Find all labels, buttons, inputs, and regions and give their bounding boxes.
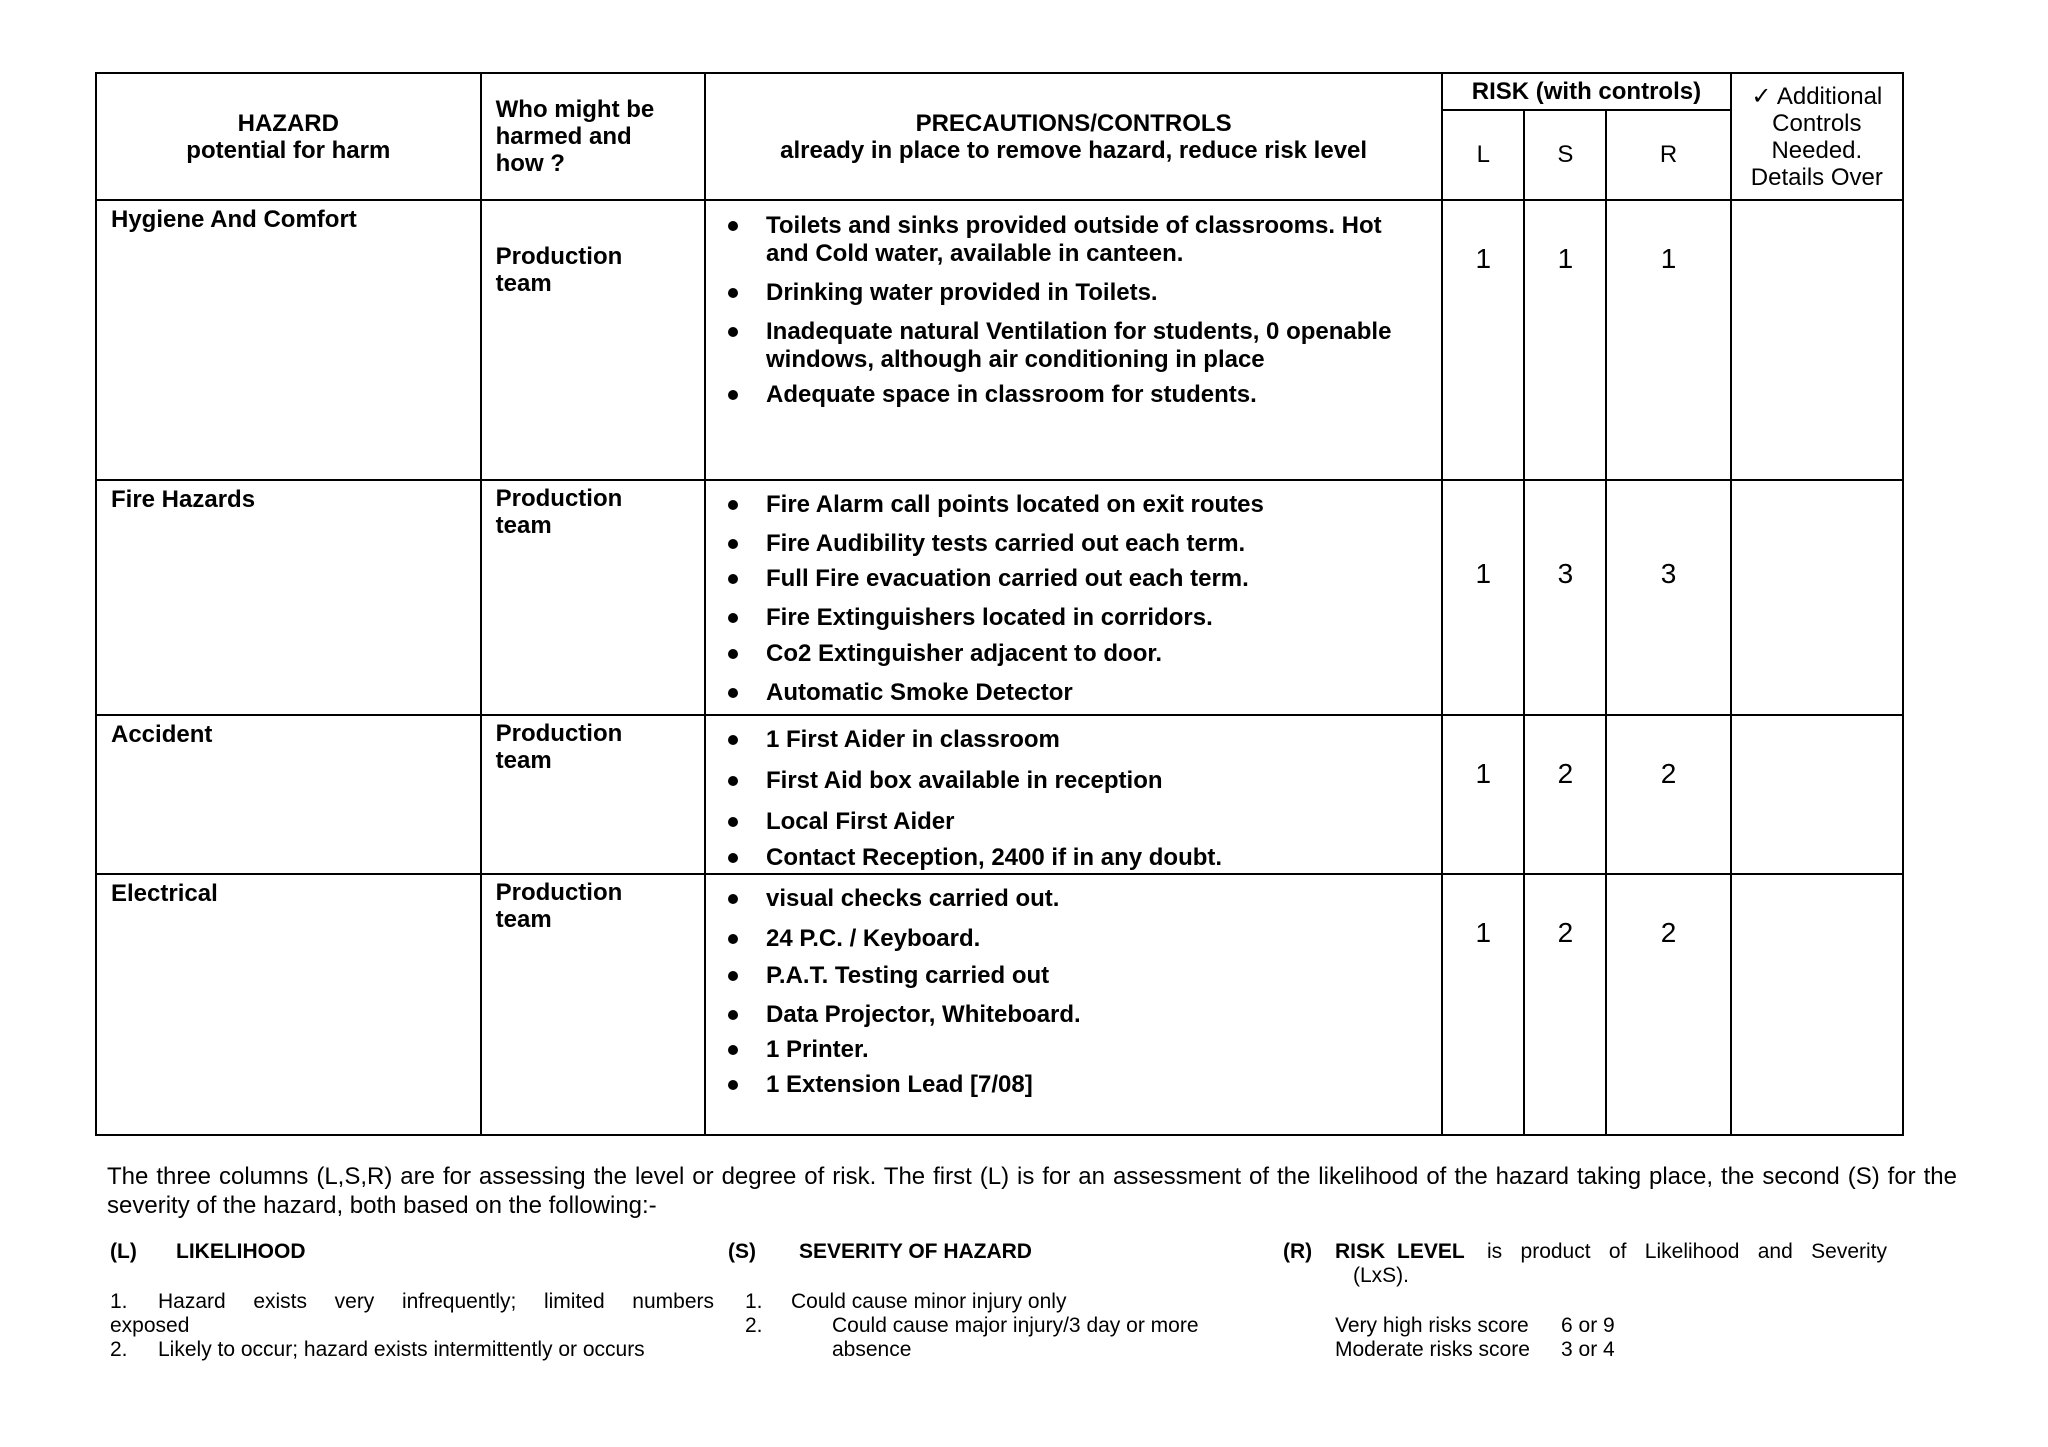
hazard-header-line1: HAZARD — [237, 109, 339, 137]
precaution-text: Fire Extinguishers located in corridors. — [765, 604, 1213, 631]
who-line1: Production — [495, 243, 623, 270]
list-item — [766, 381, 1411, 409]
very-high-risk-value: 6 or 9 — [1561, 1314, 1615, 1337]
bullet-icon — [728, 853, 738, 863]
explanation-paragraph: The three columns (L,S,R) are for assessing the level or degree of risk. The first (L) is for an assessment of the likelihood of the hazard taking place, the second (S) for the severity of the hazard, both based on the following:- — [107, 1163, 1957, 1219]
likelihood-item1-num: 1. — [110, 1290, 128, 1313]
list-item — [766, 530, 1411, 558]
bullet-icon — [728, 894, 738, 904]
precaution-text: Adequate space in classroom for students. — [765, 381, 1257, 408]
bullet-icon — [728, 288, 738, 298]
table-row — [96, 874, 1903, 1135]
bullet-icon — [728, 574, 738, 584]
who-cell — [481, 874, 705, 1135]
precautions-list — [706, 716, 1441, 872]
bullet-icon — [728, 539, 738, 549]
precaution-text: P.A.T. Testing carried out — [765, 962, 1050, 989]
moderate-risk-label: Moderate risks score — [1335, 1338, 1530, 1361]
severity-value: 2 — [1524, 715, 1606, 874]
bullet-icon — [728, 613, 738, 623]
table-row — [96, 715, 1903, 874]
likelihood-tag: (L) — [110, 1240, 137, 1263]
precautions-header-line2: already in place to remove hazard, reduce risk level — [780, 136, 1368, 164]
likelihood-value: 1 — [1442, 200, 1524, 480]
bullet-icon — [728, 500, 738, 510]
risk-tag: (R) — [1283, 1240, 1313, 1263]
likelihood-title: LIKELIHOOD — [176, 1240, 306, 1263]
hazard-header-line2: potential for harm — [186, 136, 391, 164]
additional-controls-header — [1731, 73, 1903, 200]
who-line2: team — [495, 747, 552, 774]
precaution-text: visual checks carried out. — [765, 885, 1060, 912]
severity-item1-num: 1. — [745, 1290, 763, 1313]
precautions-cell — [705, 715, 1442, 874]
list-item — [766, 925, 1411, 953]
moderate-risk-value: 3 or 4 — [1561, 1338, 1615, 1361]
precaution-text: First Aid box available in reception — [765, 767, 1163, 794]
likelihood-item1-text-b: exposed — [110, 1314, 190, 1337]
risk-desc-b: (LxS). — [1353, 1264, 1410, 1287]
precautions-cell — [705, 480, 1442, 715]
list-item — [766, 565, 1411, 593]
risk-value: 2 — [1606, 874, 1730, 1135]
table-row — [96, 480, 1903, 715]
hazard-cell: Hygiene And Comfort — [96, 200, 481, 480]
who-cell — [481, 715, 705, 874]
precautions-list — [706, 875, 1441, 1099]
bullet-icon — [728, 934, 738, 944]
additional-header-line4: Details Over — [1750, 163, 1883, 191]
precautions-header — [705, 73, 1442, 200]
precaution-text: 1 Printer. — [765, 1036, 869, 1063]
precaution-text: 24 P.C. / Keyboard. — [765, 925, 981, 952]
hazard-cell: Fire Hazards — [96, 480, 481, 715]
precaution-text: Co2 Extinguisher adjacent to door. — [765, 640, 1163, 667]
precaution-text: Local First Aider — [765, 808, 955, 835]
additional-controls-cell — [1731, 715, 1903, 874]
additional-controls-cell — [1731, 480, 1903, 715]
precaution-text: Full Fire evacuation carried out each term. — [765, 565, 1249, 592]
severity-item2-text-a: Could cause major injury/3 day or more — [832, 1314, 1199, 1337]
list-item — [766, 1036, 1411, 1064]
risk-value: 1 — [1606, 200, 1730, 480]
bullet-icon — [728, 1080, 738, 1090]
bullet-icon — [728, 649, 738, 659]
severity-item1-text: Could cause minor injury only — [791, 1290, 1067, 1313]
likelihood-item1-text-a: Hazard exists very infrequently; limited numbers — [158, 1290, 714, 1313]
list-item — [766, 491, 1411, 519]
list-item — [766, 844, 1411, 872]
bullet-icon — [728, 776, 738, 786]
risk-value: 2 — [1606, 715, 1730, 874]
precaution-text: Fire Audibility tests carried out each term. — [765, 530, 1246, 557]
severity-value: 1 — [1524, 200, 1606, 480]
who-header-line2: harmed and — [495, 123, 632, 150]
severity-value: 3 — [1524, 480, 1606, 715]
bullet-icon — [728, 221, 738, 231]
table-row — [96, 200, 1903, 480]
precaution-text: Toilets and sinks provided outside of classrooms. Hot and Cold water, available in canteen. — [765, 212, 1382, 267]
severity-title: SEVERITY OF HAZARD — [799, 1240, 1032, 1263]
very-high-risk-label: Very high risks score — [1335, 1314, 1529, 1337]
likelihood-item2-text: Likely to occur; hazard exists intermittently or occurs — [158, 1338, 645, 1361]
who-line1: Production — [495, 879, 623, 906]
risk-group-header: RISK (with controls) — [1442, 73, 1730, 110]
hazard-cell: Accident — [96, 715, 481, 874]
bullet-icon — [728, 971, 738, 981]
additional-header-line3: Needed. — [1771, 136, 1863, 164]
severity-value: 2 — [1524, 874, 1606, 1135]
list-item — [766, 1071, 1411, 1099]
hazard-header — [96, 73, 481, 200]
list-item — [766, 318, 1411, 374]
bullet-icon — [728, 1045, 738, 1055]
risk-assessment-table — [95, 72, 1904, 1136]
precaution-text: Data Projector, Whiteboard. — [765, 1001, 1081, 1028]
additional-controls-cell — [1731, 874, 1903, 1135]
precaution-text: Automatic Smoke Detector — [765, 679, 1073, 706]
precaution-text: Drinking water provided in Toilets. — [765, 279, 1158, 306]
likelihood-column-header: L — [1442, 110, 1524, 200]
who-header-line3: how ? — [495, 150, 565, 177]
likelihood-value: 1 — [1442, 715, 1524, 874]
precautions-list — [706, 201, 1441, 409]
severity-column-header: S — [1524, 110, 1606, 200]
bullet-icon — [728, 327, 738, 337]
risk-column-header: R — [1606, 110, 1730, 200]
bullet-icon — [728, 688, 738, 698]
risk-desc-a: is product of Likelihood and Severity — [1487, 1240, 1887, 1263]
who-line2: team — [495, 270, 552, 297]
who-line1: Production — [495, 720, 623, 747]
precautions-header-line1: PRECAUTIONS/CONTROLS — [915, 109, 1232, 137]
list-item — [766, 808, 1411, 836]
precaution-text: 1 First Aider in classroom — [765, 726, 1060, 753]
list-item — [766, 640, 1411, 668]
hazard-cell: Electrical — [96, 874, 481, 1135]
precautions-list — [706, 481, 1441, 707]
bullet-icon — [728, 390, 738, 400]
precaution-text: Contact Reception, 2400 if in any doubt. — [765, 844, 1223, 871]
bullet-icon — [728, 1010, 738, 1020]
list-item — [766, 726, 1411, 754]
precaution-text: Fire Alarm call points located on exit routes — [765, 491, 1264, 518]
who-line2: team — [495, 906, 552, 933]
who-header-line1: Who might be — [495, 96, 655, 123]
severity-item2-text-b: absence — [832, 1338, 912, 1361]
list-item — [766, 279, 1411, 307]
precautions-cell — [705, 874, 1442, 1135]
likelihood-item2-num: 2. — [110, 1338, 128, 1361]
bullet-icon — [728, 735, 738, 745]
precautions-cell — [705, 200, 1442, 480]
additional-header-line1: ✓ Additional — [1751, 82, 1883, 110]
list-item — [766, 679, 1411, 707]
who-cell — [481, 480, 705, 715]
who-line1: Production — [495, 485, 623, 512]
additional-controls-cell — [1731, 200, 1903, 480]
list-item — [766, 212, 1411, 268]
list-item — [766, 962, 1411, 990]
who-header — [481, 73, 705, 200]
header-row — [96, 73, 1903, 110]
who-cell — [481, 200, 705, 480]
likelihood-value: 1 — [1442, 480, 1524, 715]
list-item — [766, 767, 1411, 795]
list-item — [766, 604, 1411, 632]
precaution-text: 1 Extension Lead [7/08] — [765, 1071, 1033, 1098]
additional-header-line2: Controls — [1772, 109, 1862, 137]
who-line2: team — [495, 512, 552, 539]
likelihood-value: 1 — [1442, 874, 1524, 1135]
precaution-text: Inadequate natural Ventilation for students, 0 openable windows, although air conditioning in place — [765, 318, 1392, 373]
risk-title: RISK LEVEL — [1335, 1240, 1465, 1263]
risk-value: 3 — [1606, 480, 1730, 715]
severity-item2-num: 2. — [745, 1314, 763, 1337]
list-item — [766, 885, 1411, 913]
bullet-icon — [728, 817, 738, 827]
severity-tag: (S) — [728, 1240, 756, 1263]
list-item — [766, 1001, 1411, 1029]
